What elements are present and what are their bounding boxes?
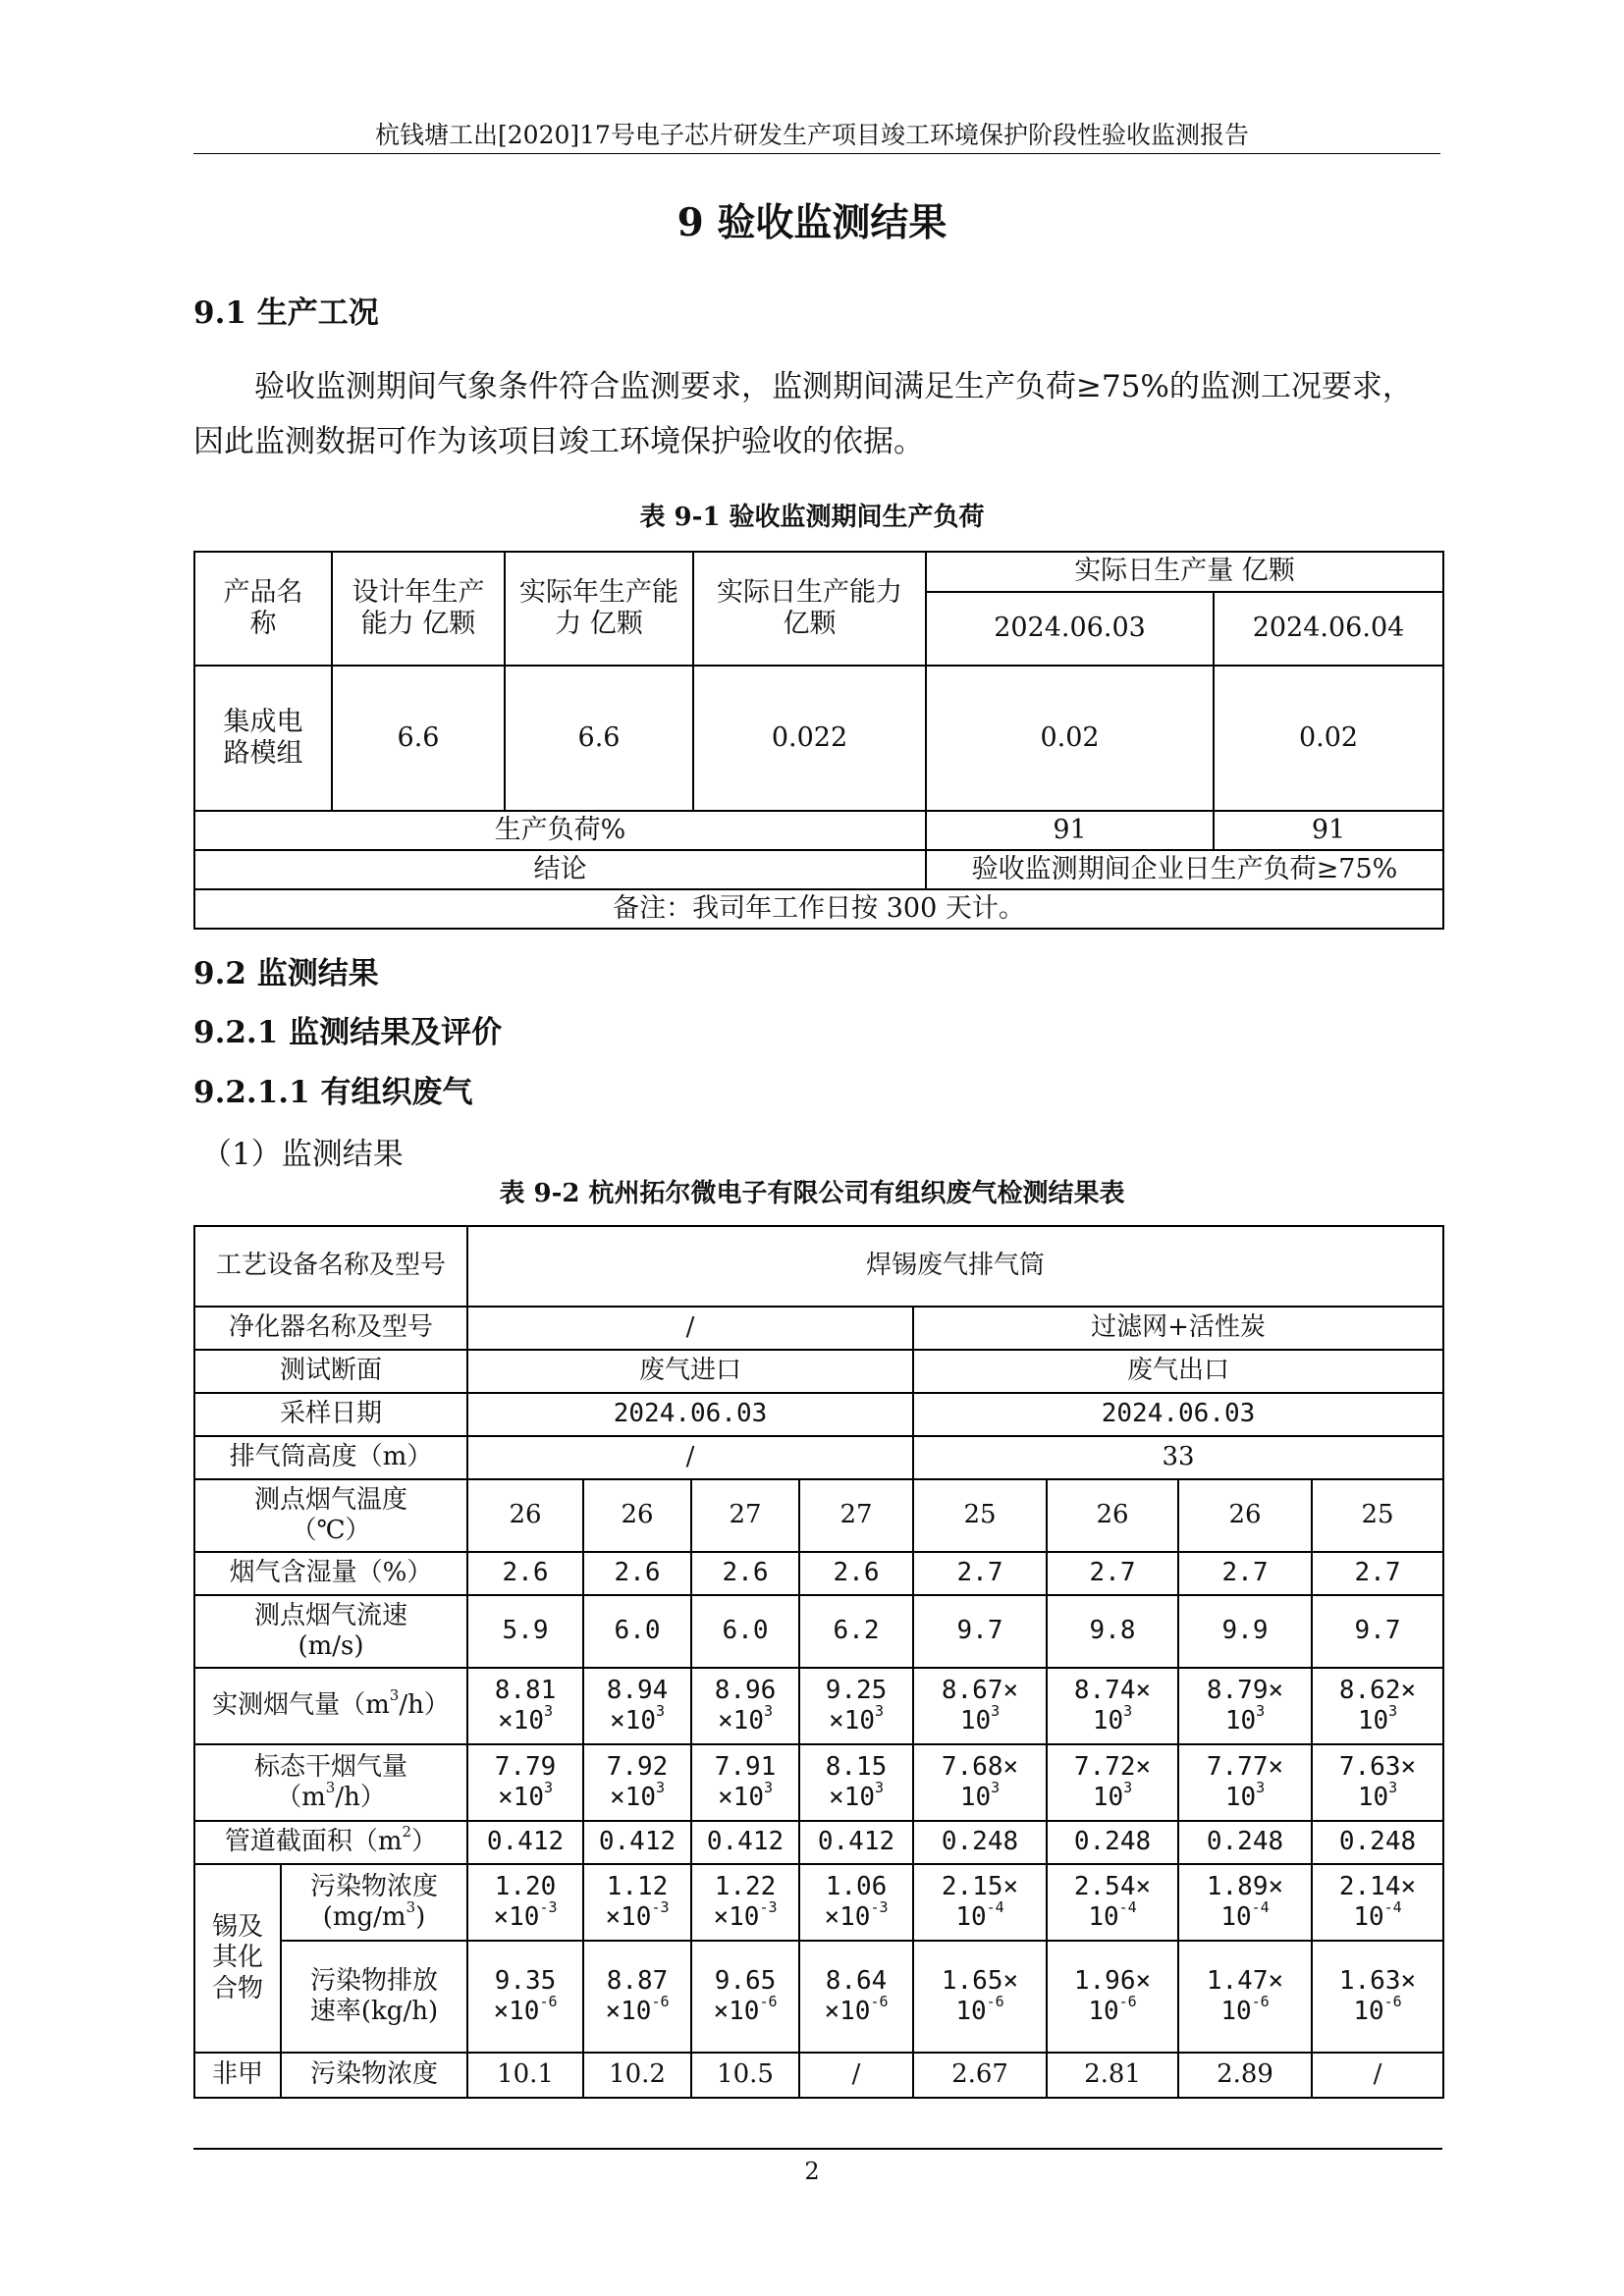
header-design-capacity: 设计年生产能力 亿颗	[332, 552, 505, 666]
area-value: 0.412	[583, 1821, 691, 1864]
temp-value: 27	[799, 1479, 913, 1552]
speed-value: 9.9	[1178, 1595, 1312, 1668]
measured-flow-value: 8.74× $10^3$	[1047, 1668, 1178, 1744]
cell-date-inlet: 2024.06.03	[467, 1393, 913, 1436]
label-emission-rate: 污染物排放速率(kg/h)	[281, 1941, 467, 2053]
area-value: 0.248	[1047, 1821, 1178, 1864]
cell-actual-annual-capacity: 6.6	[505, 666, 693, 811]
nm-conc-value: 2.81	[1047, 2053, 1178, 2098]
moisture-value: 2.7	[913, 1552, 1047, 1595]
moisture-value: 2.7	[1312, 1552, 1443, 1595]
nm-conc-value: 2.89	[1178, 2053, 1312, 2098]
nm-conc-value: 10.2	[583, 2053, 691, 2098]
cell-output-2: 0.02	[1214, 666, 1443, 811]
temp-value: 26	[583, 1479, 691, 1552]
header-actual-annual-capacity: 实际年生产能力 亿颗	[505, 552, 693, 666]
exhaust-gas-results-table	[193, 1225, 1444, 2099]
nm-conc-value: 10.5	[691, 2053, 799, 2098]
footer-rule	[193, 2148, 1442, 2150]
speed-value: 9.7	[913, 1595, 1047, 1668]
cell-output-1: 0.02	[926, 666, 1214, 811]
moisture-value: 2.7	[1178, 1552, 1312, 1595]
standard-flow-value: 7.63× $10^3$	[1312, 1744, 1443, 1821]
area-value: 0.248	[1178, 1821, 1312, 1864]
header-rule	[193, 153, 1440, 154]
tin-emission-rate-value: 8.87 $\times 10^{-6}$	[583, 1941, 691, 2053]
measured-flow-value: 8.79× $10^3$	[1178, 1668, 1312, 1744]
standard-flow-value: 8.15 $\times 10^3$	[799, 1744, 913, 1821]
page-header: 杭钱塘工出[2020]17号电子芯片研发生产项目竣工环境保护阶段性验收监测报告	[375, 121, 1249, 149]
nm-conc-value: /	[1312, 2053, 1443, 2098]
section-9-1-paragraph: 验收监测期间气象条件符合监测要求，监测期间满足生产负荷≥75%的监测工况要求，因此监测数据可作为该项目竣工环境保护验收的依据。	[193, 369, 1413, 459]
header-actual-daily-capacity: 实际日生产能力亿颗	[693, 552, 926, 666]
cell-design-capacity: 6.6	[332, 666, 505, 811]
temp-value: 27	[691, 1479, 799, 1552]
speed-value: 5.9	[467, 1595, 583, 1668]
header-date-2: 2024.06.04	[1214, 592, 1443, 666]
cell-product: 集成电路模组	[194, 666, 332, 811]
temp-value: 26	[467, 1479, 583, 1552]
measured-flow-value: 8.94 $\times 10^3$	[583, 1668, 691, 1744]
header-date-1: 2024.06.03	[926, 592, 1214, 666]
label-moisture: 烟气含湿量（%）	[194, 1552, 467, 1595]
subsection-monitoring-results: （1）监测结果	[201, 1137, 404, 1172]
nm-conc-value: 10.1	[467, 2053, 583, 2098]
speed-value: 6.2	[799, 1595, 913, 1668]
measured-flow-value: 9.25 $\times 10^3$	[799, 1668, 913, 1744]
standard-flow-value: 7.91 $\times 10^3$	[691, 1744, 799, 1821]
cell-purifier-outlet: 过滤网+活性炭	[913, 1307, 1443, 1350]
cell-section-outlet: 废气出口	[913, 1350, 1443, 1393]
label-pollutant-concentration: 污染物浓度 $(mg/m^3)$	[281, 1864, 467, 1941]
chapter-title: 9 验收监测结果	[677, 200, 947, 245]
temp-value: 26	[1178, 1479, 1312, 1552]
cell-actual-daily-capacity: 0.022	[693, 666, 926, 811]
cell-date-outlet: 2024.06.03	[913, 1393, 1443, 1436]
page-number: 2	[804, 2158, 820, 2185]
area-value: 0.412	[467, 1821, 583, 1864]
header-actual-daily-output: 实际日生产量 亿颗	[926, 552, 1443, 592]
tin-concentration-value: 2.14× $10^{-4}$	[1312, 1864, 1443, 1941]
cell-load-2: 91	[1214, 811, 1443, 850]
tin-emission-rate-value: 1.63× $10^{-6}$	[1312, 1941, 1443, 2053]
standard-flow-value: 7.79 $\times 10^3$	[467, 1744, 583, 1821]
label-measured-flow: 实测烟气量$(m^3/h)$	[194, 1668, 467, 1744]
cell-conclusion: 验收监测期间企业日生产负荷≥75%	[926, 850, 1443, 889]
speed-value: 6.0	[691, 1595, 799, 1668]
group-tin-compounds: 锡及其化合物	[194, 1864, 281, 2053]
row-load-label: 生产负荷%	[194, 811, 926, 850]
cell-height-inlet: /	[467, 1436, 913, 1479]
speed-value: 9.7	[1312, 1595, 1443, 1668]
tin-concentration-value: 1.89× $10^{-4}$	[1178, 1864, 1312, 1941]
speed-value: 6.0	[583, 1595, 691, 1668]
standard-flow-value: 7.72× $10^3$	[1047, 1744, 1178, 1821]
nm-conc-value: /	[799, 2053, 913, 2098]
measured-flow-value: 8.62× $10^3$	[1312, 1668, 1443, 1744]
row-note: 备注：我司年工作日按 300 天计。	[194, 889, 1443, 929]
tin-concentration-value: 2.15× $10^{-4}$	[913, 1864, 1047, 1941]
area-value: 0.248	[1312, 1821, 1443, 1864]
tin-emission-rate-value: 1.96× $10^{-6}$	[1047, 1941, 1178, 2053]
tin-emission-rate-value: 9.65 $\times 10^{-6}$	[691, 1941, 799, 2053]
group-non-methane: 非甲	[194, 2053, 281, 2098]
cell-load-1: 91	[926, 811, 1214, 850]
label-sampling-date: 采样日期	[194, 1393, 467, 1436]
production-load-table	[193, 551, 1444, 930]
label-device: 工艺设备名称及型号	[194, 1226, 467, 1307]
tin-concentration-value: 1.22 $\times 10^{-3}$	[691, 1864, 799, 1941]
measured-flow-value: 8.96 $\times 10^3$	[691, 1668, 799, 1744]
tin-emission-rate-value: 8.64 $\times 10^{-6}$	[799, 1941, 913, 2053]
moisture-value: 2.6	[691, 1552, 799, 1595]
area-value: 0.412	[799, 1821, 913, 1864]
row-conclusion-label: 结论	[194, 850, 926, 889]
measured-flow-value: 8.81 $\times 10^3$	[467, 1668, 583, 1744]
tin-concentration-value: 1.06 $\times 10^{-3}$	[799, 1864, 913, 1941]
tin-emission-rate-value: 9.35 $\times 10^{-6}$	[467, 1941, 583, 2053]
standard-flow-value: 7.92 $\times 10^3$	[583, 1744, 691, 1821]
measured-flow-value: 8.67× $10^3$	[913, 1668, 1047, 1744]
cell-section-inlet: 废气进口	[467, 1350, 913, 1393]
standard-flow-value: 7.68× $10^3$	[913, 1744, 1047, 1821]
label-test-section: 测试断面	[194, 1350, 467, 1393]
tin-emission-rate-value: 1.65× $10^{-6}$	[913, 1941, 1047, 2053]
standard-flow-value: 7.77× $10^3$	[1178, 1744, 1312, 1821]
tin-concentration-value: 2.54× $10^{-4}$	[1047, 1864, 1178, 1941]
label-stack-height: 排气筒高度（m）	[194, 1436, 467, 1479]
speed-value: 9.8	[1047, 1595, 1178, 1668]
label-standard-flow: 标态干烟气量 $(m^3/h)$	[194, 1744, 467, 1821]
label-duct-area: 管道截面积$(m^2)$	[194, 1821, 467, 1864]
label-flow-speed: 测点烟气流速(m/s)	[194, 1595, 467, 1668]
moisture-value: 2.6	[799, 1552, 913, 1595]
label-nm-concentration: 污染物浓度	[281, 2053, 467, 2098]
area-value: 0.248	[913, 1821, 1047, 1864]
moisture-value: 2.6	[467, 1552, 583, 1595]
temp-value: 26	[1047, 1479, 1178, 1552]
tin-concentration-value: 1.12 $\times 10^{-3}$	[583, 1864, 691, 1941]
area-value: 0.412	[691, 1821, 799, 1864]
cell-device: 焊锡废气排气筒	[467, 1226, 1443, 1307]
section-9-2-1-1-heading: 9.2.1.1 有组织废气	[193, 1075, 473, 1110]
tin-emission-rate-value: 1.47× $10^{-6}$	[1178, 1941, 1312, 2053]
cell-purifier-inlet: /	[467, 1307, 913, 1350]
section-9-1-heading: 9.1 生产工况	[193, 295, 379, 331]
moisture-value: 2.6	[583, 1552, 691, 1595]
section-9-2-1-heading: 9.2.1 监测结果及评价	[193, 1015, 503, 1050]
section-9-2-heading: 9.2 监测结果	[193, 956, 379, 991]
nm-conc-value: 2.67	[913, 2053, 1047, 2098]
header-product: 产品名称	[194, 552, 332, 666]
cell-height-outlet: 33	[913, 1436, 1443, 1479]
tin-concentration-value: 1.20 $\times 10^{-3}$	[467, 1864, 583, 1941]
temp-value: 25	[1312, 1479, 1443, 1552]
table-9-2-caption: 表 9-2 杭州拓尔微电子有限公司有组织废气检测结果表	[499, 1179, 1125, 1208]
label-temperature: 测点烟气温度（℃）	[194, 1479, 467, 1552]
table-9-1-caption: 表 9-1 验收监测期间生产负荷	[639, 503, 985, 532]
label-purifier: 净化器名称及型号	[194, 1307, 467, 1350]
moisture-value: 2.7	[1047, 1552, 1178, 1595]
temp-value: 25	[913, 1479, 1047, 1552]
